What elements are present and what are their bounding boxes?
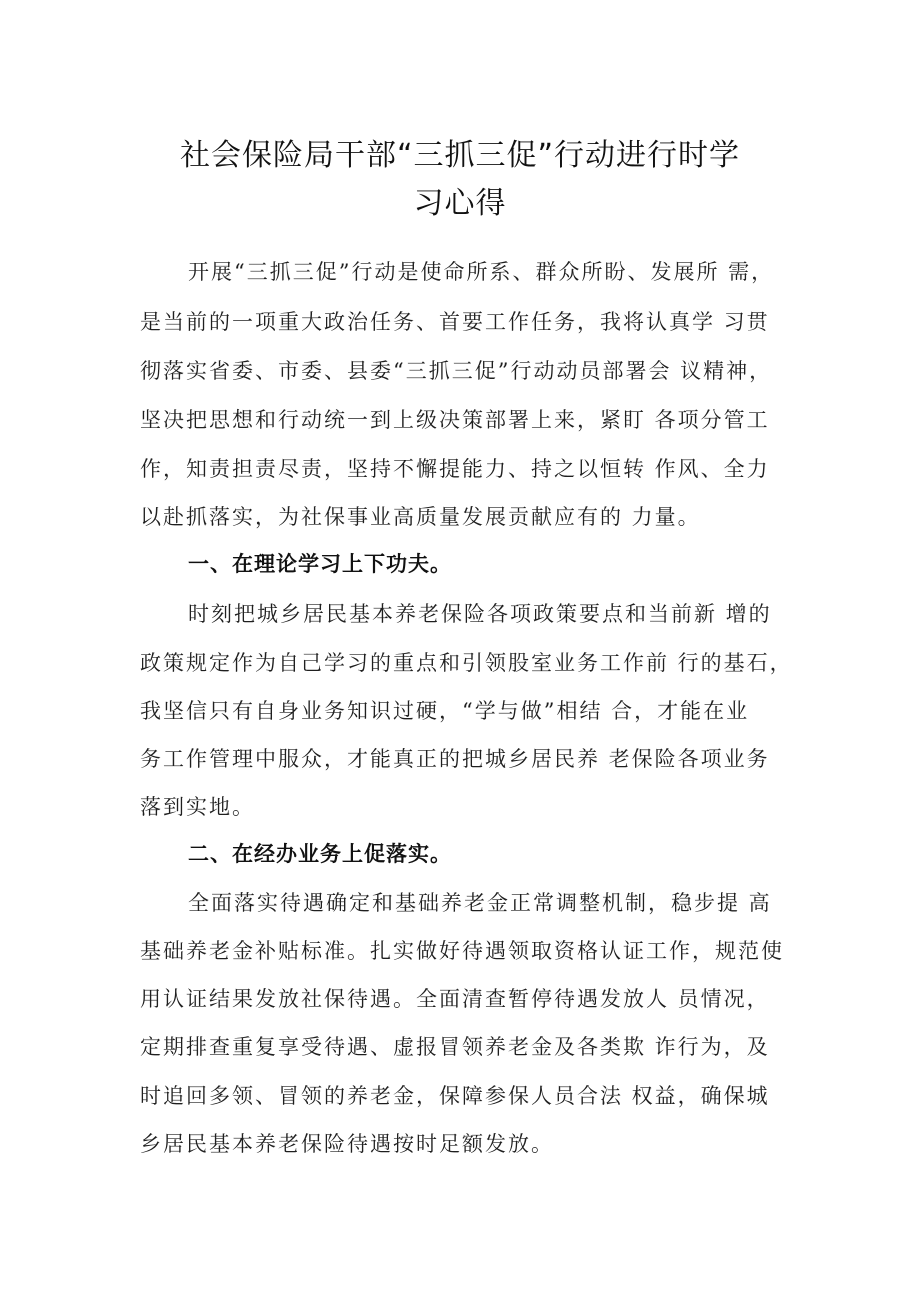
section-heading-1: 一、在理论学习上下功夫。	[188, 552, 452, 576]
paragraph-3-line: 基础养老金补贴标准。扎实做好待遇领取资格认证工作，规范使	[140, 939, 784, 963]
document-title-line-1: 社会保险局干部“三抓三促”行动进行时学	[179, 138, 741, 173]
paragraph-2-line: 政策规定作为自己学习的重点和引领股室业务工作前 行的基石，	[140, 651, 793, 675]
section-heading-2: 二、在经办业务上促落实。	[188, 842, 452, 866]
paragraph-1-line: 作，知责担责尽责，坚持不懈提能力、持之以恒转 作风、全力	[140, 457, 770, 481]
paragraph-1-line: 开展“三抓三促”行动是使命所系、群众所盼、发展所 需，	[188, 260, 775, 284]
paragraph-1-line: 是当前的一项重大政治任务、首要工作任务，我将认真学 习贯	[140, 310, 770, 334]
paragraph-2-line: 落到实地。	[140, 795, 255, 819]
paragraph-3-line: 乡居民基本养老保险待遇按时足额发放。	[140, 1132, 554, 1156]
paragraph-1-line: 以赴抓落实，为社保事业高质量发展贡献应有的 力量。	[140, 505, 701, 529]
paragraph-3-line: 用认证结果发放社保待遇。全面清查暂停待遇发放人 员情况，	[140, 987, 770, 1011]
paragraph-2-line: 时刻把城乡居民基本养老保险各项政策要点和当前新 增的	[188, 602, 772, 626]
paragraph-1-line: 坚决把思想和行动统一到上级决策部署上来，紧盯 各项分管工	[140, 408, 770, 432]
paragraph-3-line: 定期排查重复享受待遇、虚报冒领养老金及各类欺 诈行为，及	[140, 1035, 770, 1059]
paragraph-2-line: 我坚信只有自身业务知识过硬，“学与做”相结 合，才能在业	[140, 699, 750, 723]
document-title-line-2: 习心得	[413, 186, 507, 221]
paragraph-2-line: 务工作管理中服众，才能真正的把城乡居民养 老保险各项业务	[140, 747, 770, 771]
paragraph-3-line: 时追回多领、冒领的养老金，保障参保人员合法 权益，确保城	[140, 1084, 770, 1108]
paragraph-3-line: 全面落实待遇确定和基础养老金正常调整机制，稳步提 高	[188, 891, 772, 915]
paragraph-1-line: 彻落实省委、市委、县委“三抓三促”行动动员部署会 议精神，	[140, 359, 773, 383]
